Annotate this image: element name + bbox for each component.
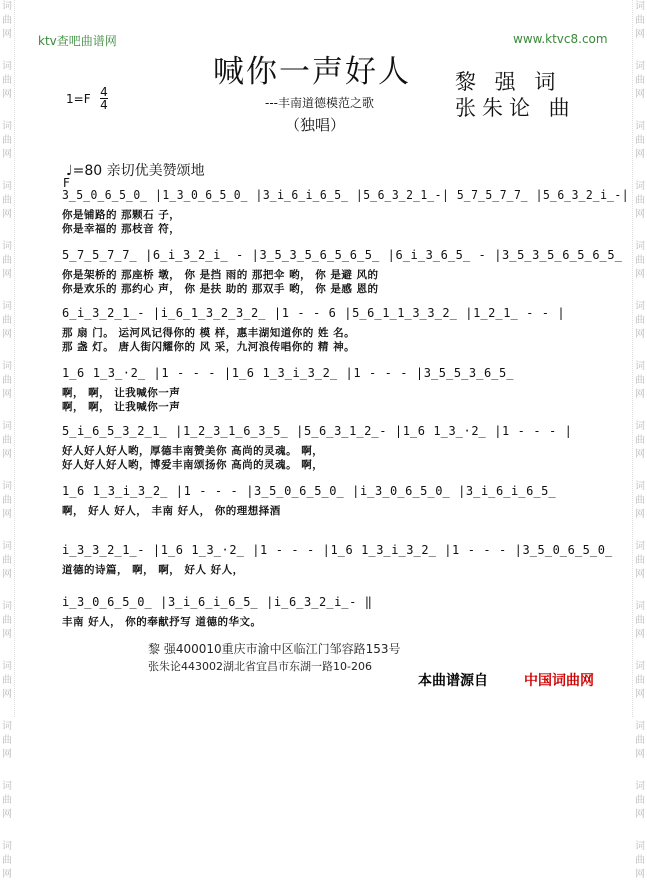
watermark-char: 词 bbox=[635, 61, 645, 72]
lyricist-credit: 黎 强 词 bbox=[455, 70, 562, 94]
watermark-char: 曲 bbox=[2, 135, 12, 146]
time-signature-top: 4 bbox=[100, 85, 108, 99]
lyric-line-verse1: 啊， 啊， 让我喊你一声 bbox=[62, 387, 181, 399]
watermark-char: 网 bbox=[635, 869, 645, 880]
watermark-char: 词 bbox=[635, 301, 645, 312]
lyric-line-verse1: 道德的诗篇， 啊， 啊， 好人 好人， bbox=[62, 564, 244, 576]
watermark-char: 曲 bbox=[635, 75, 645, 86]
watermark-char: 网 bbox=[635, 269, 645, 280]
watermark-char: 词 bbox=[2, 781, 12, 792]
site-name-left[interactable]: ktv查吧曲谱网 bbox=[38, 34, 117, 48]
watermark-char: 词 bbox=[2, 181, 12, 192]
watermark-char: 曲 bbox=[2, 615, 12, 626]
watermark-char: 词 bbox=[2, 421, 12, 432]
watermark-char: 词 bbox=[2, 841, 12, 852]
lyric-line-verse1: 你是架桥的 那座桥 墩， 你 是挡 雨的 那把伞 哟， 你 是避 风的 bbox=[62, 269, 379, 281]
lyric-line-verse2: 你是幸福的 那枝音 符， bbox=[62, 223, 181, 235]
composer-credit: 张朱论 曲 bbox=[455, 96, 576, 120]
watermark-char: 词 bbox=[2, 121, 12, 132]
lyric-line-verse1: 你是铺路的 那颗石 子， bbox=[62, 209, 181, 221]
watermark-char: 词 bbox=[2, 661, 12, 672]
watermark-char: 曲 bbox=[635, 195, 645, 206]
watermark-char: 词 bbox=[635, 601, 645, 612]
score-notes-row: i̲3̲0̲6̲5̲0̲ |3̲i̲6̲i̲6̲5̲ |i̲6̲3̲2̲i̲- ‖ bbox=[62, 595, 373, 609]
watermark-char: 网 bbox=[2, 89, 12, 100]
tempo-mark-letter: F bbox=[63, 176, 70, 190]
watermark-char: 词 bbox=[635, 481, 645, 492]
watermark-char: 网 bbox=[635, 389, 645, 400]
watermark-char: 曲 bbox=[2, 675, 12, 686]
watermark-char: 曲 bbox=[2, 255, 12, 266]
score-notes-row: 5̲7̲5̲7̲7̲ |6̲i̲3̲2̲i̲ - |3̲5̲3̲5̲6̲5̲6̲5̲ |6̲i̲3̲6̲5̲ - |3̲5̲3̲5̲6̲5̲6̲5̲ bbox=[62, 248, 623, 262]
score-notes-row: 6̲i̲3̲2̲1̲- |i̲6̲1̲3̲2̲3̲2̲ |1 - - 6 |5̲6̲1̲1̲3̲3̲2̲ |1̲2̲1̲ - - | bbox=[62, 306, 566, 320]
watermark-char: 词 bbox=[635, 121, 645, 132]
watermark-char: 词 bbox=[635, 781, 645, 792]
lyric-line-verse1: 好人好人好人哟，厚德丰南赞美你 高尚的灵魂。 啊， bbox=[62, 445, 324, 457]
watermark-char: 词 bbox=[2, 601, 12, 612]
watermark-char: 曲 bbox=[2, 375, 12, 386]
watermark-char: 网 bbox=[635, 149, 645, 160]
watermark-char: 曲 bbox=[635, 555, 645, 566]
watermark-char: 曲 bbox=[2, 795, 12, 806]
watermark-char: 网 bbox=[635, 89, 645, 100]
watermark-char: 曲 bbox=[635, 795, 645, 806]
watermark-char: 词 bbox=[2, 721, 12, 732]
watermark-char: 曲 bbox=[2, 735, 12, 746]
watermark-char: 词 bbox=[635, 1, 645, 12]
left-watermark-column bbox=[0, 0, 15, 880]
watermark-char: 网 bbox=[2, 809, 12, 820]
watermark-char: 曲 bbox=[2, 855, 12, 866]
score-notes-row: i̲3̲3̲2̲1̲- |1̲6 1̲3̲·2̲ |1 - - - |1̲6 1̲3̲i̲3̲2̲ |1 - - - |3̲5̲0̲6̲5̲0̲ bbox=[62, 543, 613, 557]
watermark-char: 曲 bbox=[635, 375, 645, 386]
watermark-char: 网 bbox=[635, 209, 645, 220]
watermark-char: 网 bbox=[2, 209, 12, 220]
watermark-char: 网 bbox=[635, 629, 645, 640]
watermark-char: 网 bbox=[2, 449, 12, 460]
watermark-char: 词 bbox=[2, 541, 12, 552]
watermark-char: 词 bbox=[635, 421, 645, 432]
watermark-char: 曲 bbox=[635, 315, 645, 326]
watermark-char: 网 bbox=[635, 749, 645, 760]
watermark-char: 网 bbox=[2, 269, 12, 280]
watermark-char: 曲 bbox=[635, 135, 645, 146]
watermark-char: 网 bbox=[635, 449, 645, 460]
watermark-char: 词 bbox=[2, 1, 12, 12]
watermark-char: 词 bbox=[635, 241, 645, 252]
key-signature: 1=F bbox=[66, 92, 91, 106]
watermark-char: 词 bbox=[2, 241, 12, 252]
score-notes-row: 1̲6 1̲3̲·2̲ |1 - - - |1̲6 1̲3̲i̲3̲2̲ |1 - - - |3̲5̲5̲3̲6̲5̲ bbox=[62, 366, 515, 380]
watermark-char: 曲 bbox=[2, 495, 12, 506]
watermark-char: 网 bbox=[2, 629, 12, 640]
watermark-char: 网 bbox=[635, 689, 645, 700]
lyric-line-verse2: 你是欢乐的 那约心 声， 你 是扶 助的 那双手 哟， 你 是感 恩的 bbox=[62, 283, 379, 295]
song-subtitle: ---丰南道德模范之歌 bbox=[265, 96, 374, 110]
watermark-char: 网 bbox=[2, 509, 12, 520]
watermark-char: 曲 bbox=[2, 15, 12, 26]
watermark-char: 词 bbox=[635, 181, 645, 192]
watermark-char: 词 bbox=[635, 841, 645, 852]
watermark-char: 网 bbox=[635, 809, 645, 820]
song-title: 喊你一声好人 bbox=[213, 54, 411, 90]
watermark-char: 网 bbox=[635, 569, 645, 580]
score-notes-row: 1̲6 1̲3̲i̲3̲2̲ |1 - - - |3̲5̲0̲6̲5̲0̲ |i̲3̲0̲6̲5̲0̲ |3̲i̲6̲i̲6̲5̲ bbox=[62, 484, 557, 498]
watermark-char: 词 bbox=[2, 301, 12, 312]
lyric-line-verse2: 啊， 啊， 让我喊你一声 bbox=[62, 401, 181, 413]
lyric-line-verse2: 那 盏 灯。 唐人街闪耀你的 风 采，九河浪传唱你的 精 神。 bbox=[62, 341, 356, 353]
watermark-char: 网 bbox=[2, 149, 12, 160]
watermark-char: 网 bbox=[2, 749, 12, 760]
source-label: 本曲谱源自 bbox=[418, 673, 488, 689]
watermark-char: 词 bbox=[2, 481, 12, 492]
watermark-char: 曲 bbox=[635, 675, 645, 686]
watermark-char: 网 bbox=[635, 329, 645, 340]
watermark-char: 词 bbox=[635, 661, 645, 672]
lyric-line-verse1: 那 扇 门。 运河风记得你的 模 样，惠丰湖知道你的 姓 名。 bbox=[62, 327, 356, 339]
performance-form: （独唱） bbox=[285, 116, 346, 134]
watermark-char: 曲 bbox=[635, 15, 645, 26]
watermark-char: 网 bbox=[2, 29, 12, 40]
watermark-char: 词 bbox=[635, 361, 645, 372]
source-site-link[interactable]: 中国词曲网 bbox=[524, 673, 594, 689]
watermark-char: 曲 bbox=[635, 615, 645, 626]
watermark-char: 曲 bbox=[635, 255, 645, 266]
watermark-char: 曲 bbox=[2, 435, 12, 446]
site-url-right[interactable]: www.ktvc8.com bbox=[513, 32, 608, 46]
tempo-marking: ♩=80 亲切优美赞颂地 bbox=[66, 163, 205, 179]
watermark-char: 网 bbox=[2, 329, 12, 340]
score-notes-row: 5̲i̲6̲5̲3̲2̲1̲ |1̲2̲3̲1̲6̲3̲5̲ |5̲6̲3̲1̲2̲- |1̲6 1̲3̲·2̲ |1 - - - | bbox=[62, 424, 573, 438]
watermark-char: 网 bbox=[2, 569, 12, 580]
watermark-char: 网 bbox=[2, 689, 12, 700]
watermark-char: 曲 bbox=[2, 195, 12, 206]
time-signature bbox=[100, 86, 108, 111]
watermark-char: 网 bbox=[2, 869, 12, 880]
watermark-char: 曲 bbox=[2, 75, 12, 86]
watermark-char: 曲 bbox=[635, 735, 645, 746]
score-notes-row: 3̲5̲0̲6̲5̲0̲ |1̲3̲0̲6̲5̲0̲ |3̲i̲6̲i̲6̲5̲ |5̲6̲3̲2̲1̲-| 5̲7̲5̲7̲7̲ |5̲6̲3̲2̲i̲-| bbox=[62, 188, 630, 202]
watermark-char: 曲 bbox=[635, 435, 645, 446]
time-signature-bottom: 4 bbox=[100, 98, 108, 112]
watermark-char: 词 bbox=[635, 541, 645, 552]
watermark-char: 网 bbox=[2, 389, 12, 400]
watermark-char: 网 bbox=[635, 509, 645, 520]
right-watermark-column bbox=[632, 0, 647, 880]
watermark-char: 曲 bbox=[2, 555, 12, 566]
watermark-char: 网 bbox=[635, 29, 645, 40]
watermark-char: 曲 bbox=[2, 315, 12, 326]
watermark-char: 词 bbox=[2, 361, 12, 372]
lyric-line-verse2: 好人好人好人哟，博爱丰南颂扬你 高尚的灵魂。 啊， bbox=[62, 459, 324, 471]
watermark-char: 曲 bbox=[635, 855, 645, 866]
lyric-line-verse1: 丰南 好人， 你的奉献抒写 道德的华文。 bbox=[62, 616, 262, 628]
lyric-line-verse1: 啊， 好人 好人， 丰南 好人， 你的理想择酒 bbox=[62, 505, 281, 517]
composer-address: 张朱论443002湖北省宜昌市东湖一路10-206 bbox=[148, 660, 372, 673]
watermark-char: 词 bbox=[2, 61, 12, 72]
watermark-char: 词 bbox=[635, 721, 645, 732]
watermark-char: 曲 bbox=[635, 495, 645, 506]
lyricist-address: 黎 强400010重庆市渝中区临江门邹容路153号 bbox=[148, 642, 401, 656]
